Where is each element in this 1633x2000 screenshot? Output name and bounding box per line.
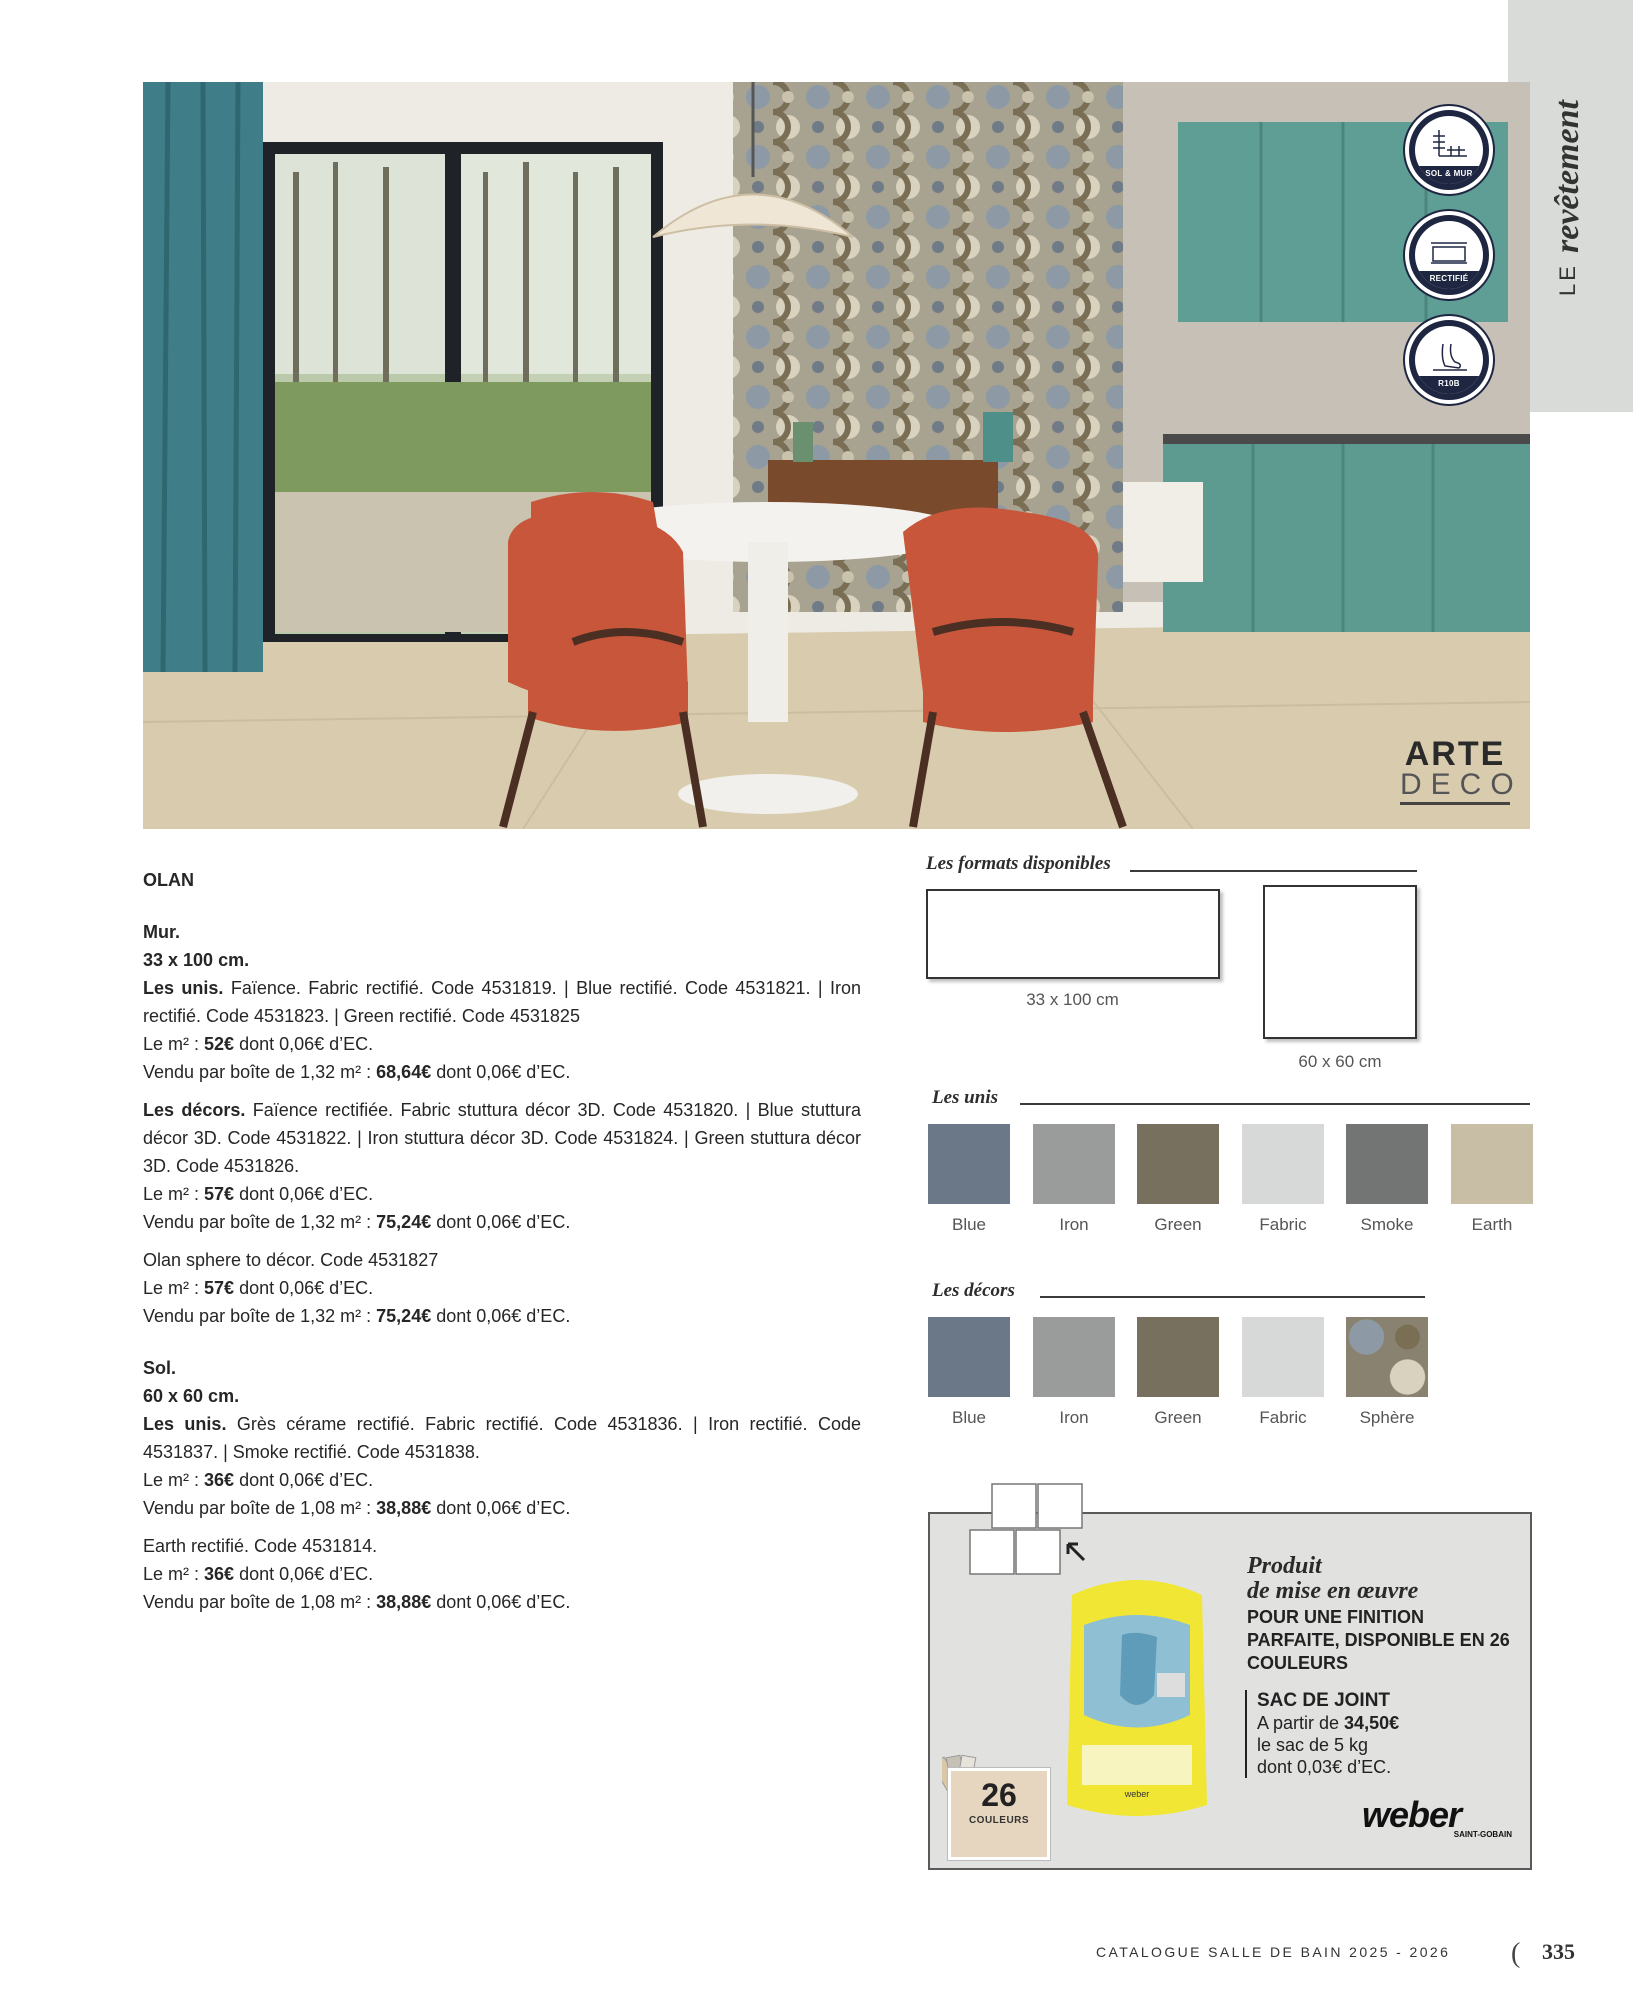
joint-bag-image <box>1062 1565 1212 1827</box>
swatch-label: Iron <box>1059 1215 1089 1234</box>
svg-text:weber: weber <box>1124 1789 1150 1799</box>
swatch-fabric <box>1242 1317 1324 1397</box>
swatch-green <box>1137 1124 1219 1204</box>
sol-earth-box-price: Vendu par boîte de 1,08 m² : 38,88€ dont 0,06€ d’EC. <box>143 1592 571 1612</box>
mur-sphere-desc: Olan sphere to décor. Code 4531827 <box>143 1250 439 1270</box>
swatch-iron <box>1033 1124 1115 1204</box>
badge-label: RECTIFIÉ <box>1415 271 1483 289</box>
colors-count: 26 <box>981 1777 1017 1813</box>
sol-format: 60 x 60 cm. <box>143 1386 240 1406</box>
swatch-iron <box>1033 1317 1115 1397</box>
dining-room-illustration <box>143 82 1530 829</box>
formats-rule <box>1130 870 1417 872</box>
weber-subbrand: SAINT-GOBAIN <box>1453 1830 1512 1839</box>
sol-unis-m2-price: Le m² : 36€ dont 0,06€ d’EC. <box>143 1470 374 1490</box>
mur-decors-m2-price: Le m² : 57€ dont 0,06€ d’EC. <box>143 1184 374 1204</box>
promo-product-title: SAC DE JOINT <box>1257 1690 1391 1711</box>
promo-price-line: A partir de 34,50€ <box>1257 1713 1400 1733</box>
mur-decors-box-price: Vendu par boîte de 1,32 m² : 75,24€ dont 0,06€ d’EC. <box>143 1212 571 1232</box>
promo-price-block <box>1245 1690 1507 1778</box>
mur-title: Mur. <box>143 922 181 942</box>
badge-rectified <box>1405 211 1493 299</box>
badge-label: SOL & MUR <box>1415 166 1483 184</box>
arte-deco-logo: ARTE DECO <box>1400 738 1510 805</box>
swatch-label: Smoke <box>1360 1215 1414 1234</box>
mur-unis-desc: Les unis. Faïence. Fabric rectifié. Code 4531819. | Blue rectifié. Code 4531821. | Iron rectifié. Code 4531823. | Green rectifié. Code 4531825 <box>143 978 861 1026</box>
footer-catalogue: CATALOGUE SALLE DE BAIN 2025 - 2026 <box>1096 1944 1451 1960</box>
format-33x100-shape <box>926 889 1220 979</box>
unis-title: Les unis <box>932 1087 998 1108</box>
swatch-label: Green <box>1154 1408 1202 1427</box>
promo-price-ec: dont 0,03€ d’EC. <box>1257 1757 1392 1777</box>
sol-earth-desc: Earth rectifié. Code 4531814. <box>143 1536 378 1556</box>
sol-unis-desc: Les unis. Grès cérame rectifié. Fabric rectifié. Code 4531836. | Iron rectifié. Code 4531837. | Smoke rectifié. Code 4531838. <box>143 1414 861 1462</box>
swatch-earth <box>1451 1124 1533 1204</box>
swatch-smoke <box>1346 1124 1428 1204</box>
swatch-label: Sphère <box>1359 1408 1415 1427</box>
swatch-label: Fabric <box>1259 1408 1307 1427</box>
section-label-prefix: LE <box>1555 262 1580 296</box>
foot-icon <box>1429 340 1469 374</box>
unis-rule <box>1020 1103 1530 1105</box>
badge-floor-wall <box>1405 106 1493 194</box>
mur-sphere-m2-price: Le m² : 57€ dont 0,06€ d’EC. <box>143 1278 374 1298</box>
swatch-label: Blue <box>951 1215 987 1234</box>
colors-count-badge <box>948 1768 1050 1860</box>
section-label-word: revêtement <box>1549 100 1586 253</box>
swatch-blue <box>928 1124 1010 1204</box>
format-60x60-shape <box>1263 885 1417 1039</box>
swatch-sphère <box>1346 1317 1428 1397</box>
weber-wordmark: weber <box>1362 1794 1462 1835</box>
promo-title: Produit de mise en œuvre <box>1247 1553 1419 1604</box>
floor-wall-icon <box>1429 128 1469 164</box>
badge-label: R10B <box>1415 376 1483 394</box>
swatch-label: Earth <box>1471 1215 1513 1234</box>
page-number: 335 <box>1542 1939 1575 1964</box>
swatch-label: Fabric <box>1259 1215 1307 1234</box>
swatch-blue <box>928 1317 1010 1397</box>
swatch-label: Blue <box>951 1408 987 1427</box>
swatch-label: Green <box>1154 1215 1202 1234</box>
promo-price-unit: le sac de 5 kg <box>1257 1735 1369 1755</box>
format-33x100-label: 33 x 100 cm <box>1026 990 1119 1009</box>
product-description <box>143 866 861 1616</box>
tiles-joint-icon <box>968 1482 1088 1578</box>
swatch-label: Iron <box>1059 1408 1089 1427</box>
hero-photo <box>143 82 1530 829</box>
sol-unis-box-price: Vendu par boîte de 1,08 m² : 38,88€ dont 0,06€ d’EC. <box>143 1498 571 1518</box>
colors-label: COULEURS <box>968 1815 1030 1826</box>
product-name: OLAN <box>143 870 194 890</box>
formats-title: Les formats disponibles <box>926 853 1111 874</box>
decors-rule <box>1040 1296 1425 1298</box>
mur-decors-desc: Les décors. Faïence rectifiée. Fabric stuttura décor 3D. Code 4531820. | Blue stuttura décor 3D. Code 4531822. | Iron stuttura décor 3D. Code 4531824. | Green stuttura décor 3D. Code 4531826. <box>143 1100 862 1176</box>
mur-unis-box-price: Vendu par boîte de 1,32 m² : 68,64€ dont 0,06€ d’EC. <box>143 1062 571 1082</box>
decors-title: Les décors <box>932 1280 1015 1301</box>
sol-earth-m2-price: Le m² : 36€ dont 0,06€ d’EC. <box>143 1564 374 1584</box>
format-60x60-label: 60 x 60 cm <box>1298 1052 1382 1071</box>
section-label <box>1548 100 1588 310</box>
badge-r10b <box>1405 316 1493 404</box>
footer-separator: ( <box>1511 1938 1521 1969</box>
promo-subtitle: POUR UNE FINITION PARFAITE, DISPONIBLE EN 26 COULEURS <box>1247 1607 1510 1673</box>
weber-logo <box>1362 1794 1512 1839</box>
mur-unis-m2-price: Le m² : 52€ dont 0,06€ d’EC. <box>143 1034 374 1054</box>
sol-title: Sol. <box>143 1358 177 1378</box>
rectified-icon <box>1427 239 1471 269</box>
swatch-green <box>1137 1317 1219 1397</box>
mur-format: 33 x 100 cm. <box>143 950 250 970</box>
mur-sphere-box-price: Vendu par boîte de 1,32 m² : 75,24€ dont 0,06€ d’EC. <box>143 1306 571 1326</box>
swatch-fabric <box>1242 1124 1324 1204</box>
